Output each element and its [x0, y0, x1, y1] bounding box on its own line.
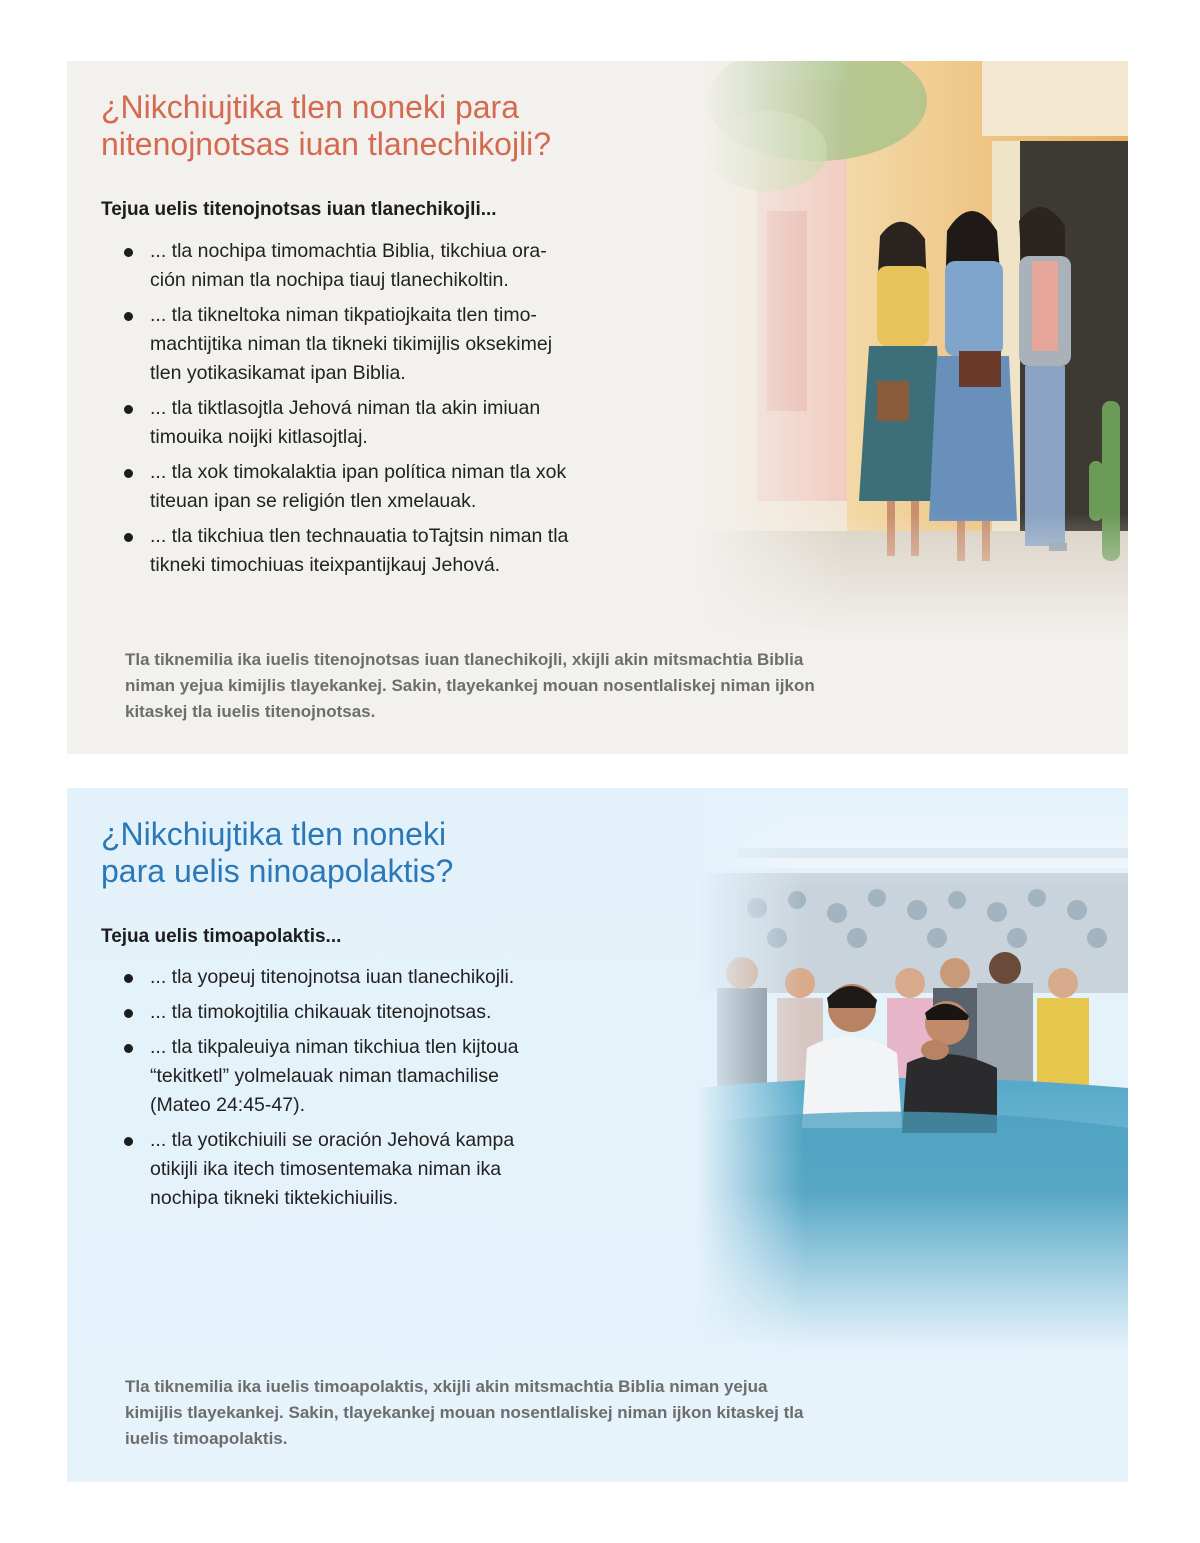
section-title	[101, 816, 661, 890]
illustration-baptism	[697, 788, 1128, 1348]
list-item: ... tla tikneltoka niman tikpatiojkaita tlen timo- machtijtika niman tla tikneki tikimijlis oksekimej tlen yotikasikamat ipan Biblia.	[124, 301, 664, 388]
list-item: ... tla tiktlasojtla Jehová niman tla akin imiuan timouika noijki kitlasojtlaj.	[124, 394, 664, 452]
title-line-1: ¿Nikchiujtika tlen noneki para	[101, 89, 519, 125]
list-item: ... tla yotikchiuili se oración Jehová kampa otikijli ika itech timosentemaka niman ika nochipa tikneki tiktekichiuilis.	[124, 1126, 664, 1213]
list-item: ... tla timokojtilia chikauak titenojnotsas.	[124, 998, 664, 1027]
bullet-icon	[124, 405, 133, 414]
list-item: ... tla tikchiua tlen technauatia toTajtsin niman tla tikneki timochiuas iteixpantijkauj Jehová.	[124, 522, 664, 580]
section-title	[101, 89, 661, 163]
title-line-2: para uelis ninoapolaktis?	[101, 853, 454, 889]
section-baptism	[67, 788, 1128, 1482]
bullet-icon	[124, 1009, 133, 1018]
bullet-icon	[124, 248, 133, 257]
bullet-icon	[124, 1044, 133, 1053]
footer-note: Tla tiknemilia ika iuelis titenojnotsas iuan tlanechikojli, xkijli akin mitsmachtia Biblia niman yejua kimijlis tlayekankej. Sakin, tlayekankej mouan nosentlaliskej niman ijkon kitaskej tla iuelis titenojnotsas.	[125, 650, 815, 721]
list-item: ... tla yopeuj titenojnotsa iuan tlanechikojli.	[124, 963, 664, 992]
list-item: ... tla nochipa timomachtia Biblia, tikchiua ora- ción niman tla nochipa tiauj tlanechikoltin.	[124, 237, 664, 295]
bullet-icon	[124, 1137, 133, 1146]
title-line-1: ¿Nikchiujtika tlen noneki	[101, 816, 447, 852]
title-line-2: nitenojnotsas iuan tlanechikojli?	[101, 126, 552, 162]
bullet-icon	[124, 312, 133, 321]
list-item: ... tla xok timokalaktia ipan política niman tla xok titeuan ipan se religión tlen xmelauak.	[124, 458, 664, 516]
lead-text: Tejua uelis timoapolaktis...	[101, 926, 342, 947]
section-meeting-elders	[67, 61, 1128, 754]
list-item: ... tla tikpaleuiya niman tikchiua tlen kijtoua “tekitketl” yolmelauak niman tlamachilise (Mateo 24:45-47).	[124, 1033, 664, 1120]
requirements-list	[124, 237, 664, 586]
lead-text: Tejua uelis titenojnotsas iuan tlanechikojli...	[101, 199, 497, 220]
bullet-icon	[124, 469, 133, 478]
bullet-icon	[124, 533, 133, 542]
requirements-list	[124, 963, 664, 1219]
footer-note: Tla tiknemilia ika iuelis timoapolaktis, xkijli akin mitsmachtia Biblia niman yejua kimijlis tlayekankej. Sakin, tlayekankej mouan nosentlaliskej niman ijkon kitaskej tla iuelis timoapolaktis.	[125, 1377, 804, 1448]
bullet-icon	[124, 974, 133, 983]
illustration-door-to-door-ministry	[697, 61, 1128, 641]
